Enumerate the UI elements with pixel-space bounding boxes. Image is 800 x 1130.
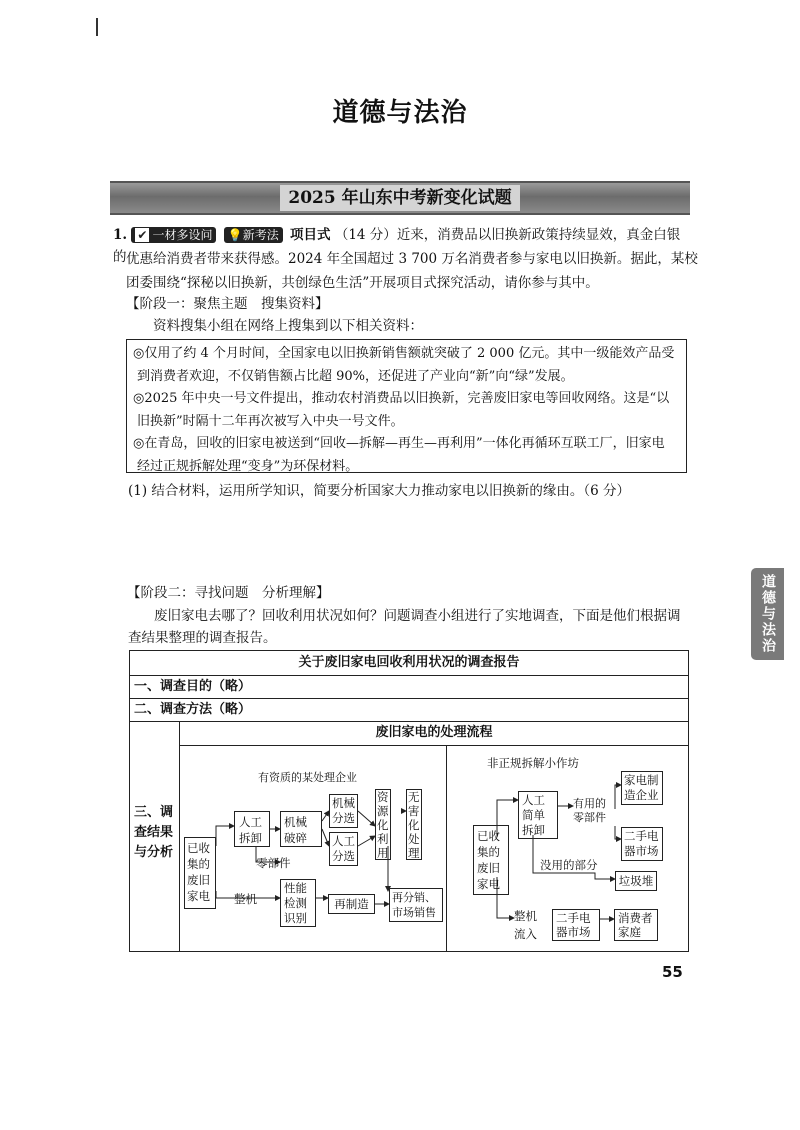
- node-harmless-treatment: 无害化处理: [406, 789, 422, 860]
- report-row-purpose: 一、调查目的（略）: [130, 675, 688, 699]
- tag-multi-question: ✔ 一材多设问: [131, 227, 216, 243]
- question-points: （14 分）: [334, 227, 397, 243]
- tag-new-method: 💡新考法: [224, 227, 283, 243]
- side-tab: 道德与法治: [751, 568, 784, 660]
- label-useful-parts: 有用的零部件: [573, 797, 606, 824]
- intro-line-1: 近来，消费品以旧换新政策持续显效，真金白银的: [113, 227, 681, 265]
- label-parts: 零部件: [256, 856, 291, 870]
- material-line: ◎2025 年中央一号文件提出，推动农村消费品以旧换新，完善废旧家电等回收网络。这是“以: [133, 391, 670, 406]
- process-title: 废旧家电的处理流程: [180, 721, 688, 746]
- material-box: [126, 339, 687, 473]
- bulb-icon: 💡: [227, 228, 243, 242]
- question-number: 1.: [113, 227, 128, 243]
- right-process-title: 非正规拆解小作坊: [487, 756, 579, 770]
- check-icon: ✔: [137, 228, 148, 242]
- intro-line-3: 团委围绕“探秘以旧换新，共创绿色生活”开展项目式探究活动，请你参与其中。: [126, 275, 599, 291]
- node-garbage-heap: 垃圾堆: [615, 871, 657, 891]
- report-row-result-label: 三、调查结果与分析: [130, 721, 180, 952]
- stage2-line-1: 废旧家电去哪了？回收利用状况如何？问题调查小组进行了实地调查，下面是他们根据调: [154, 608, 681, 624]
- node-performance-testing: 性能检测识别: [280, 879, 316, 927]
- sub-question-1: (1) 结合材料，运用所学知识，简要分析国家大力推动家电以旧换新的缘由。（6 分）: [128, 483, 631, 499]
- left-process-title: 有资质的某处理企业: [258, 771, 357, 784]
- section-banner: [110, 181, 690, 215]
- node-resale: 再分销、市场销售: [389, 888, 443, 922]
- label-whole-machine: 整机: [234, 892, 257, 906]
- node-second-hand-market: 二手电器市场: [621, 827, 663, 861]
- material-line: 经过正规拆解处理“变身”为环保材料。: [137, 458, 359, 474]
- stage2-line-2: 查结果整理的调查报告。: [128, 630, 277, 646]
- report-row-method: 二、调查方法（略）: [130, 698, 688, 722]
- stage1-title: 【阶段一：聚焦主题 搜集资料】: [126, 296, 329, 312]
- report-table: [129, 650, 689, 952]
- material-line: 旧换新”时隔十二年再次被写入中央一号文件。: [137, 413, 404, 429]
- node-manual-disassembly: 人工拆卸: [234, 811, 270, 847]
- node-mechanical-crushing: 机械破碎: [280, 811, 322, 847]
- intro-line-2: 优惠给消费者带来获得感。2024 年全国超过 3 700 万名消费者参与家电以旧换新。据此，某校: [126, 251, 698, 267]
- stage2-title: 【阶段二：寻找问题 分析理解】: [127, 585, 330, 601]
- node-simple-disassembly: 人工简单拆卸: [518, 791, 558, 839]
- node-resource-utilization: 资源化利用: [375, 789, 391, 860]
- page-title: 道德与法治: [332, 98, 468, 128]
- node-second-hand-market-2: 二手电器市场: [552, 909, 600, 941]
- node-consumer-household: 消费者家庭: [614, 909, 658, 941]
- node-machine-sorting: 机械分选: [329, 794, 358, 828]
- margin-mark: [96, 18, 98, 36]
- stage1-text: 资料搜集小组在网络上搜集到以下相关资料：: [153, 318, 423, 334]
- node-collected-appliances: 已收集的废旧家电: [184, 837, 216, 909]
- material-line: ◎在青岛，回收的旧家电被送到“回收—拆解—再生—再利用”一体化再循环互联工厂，旧家电: [133, 436, 665, 451]
- node-remanufacture: 再制造: [328, 894, 375, 914]
- material-line: 到消费者欢迎，不仅销售额占比超 90%，还促进了产业向“新”向“绿”发展。: [137, 368, 574, 384]
- question-type: 项目式: [290, 227, 331, 243]
- report-title: 关于废旧家电回收利用状况的调查报告: [130, 651, 688, 676]
- node-collected-appliances-informal: 已收集的废旧家电: [473, 825, 509, 895]
- section-title: 2025 年山东中考新变化试题: [280, 185, 520, 211]
- material-line: ◎仅用了约 4 个月时间，全国家电以旧换新销售额就突破了 2 000 亿元。其中一级能效产品受: [133, 346, 675, 361]
- node-manual-sorting: 人工分选: [329, 832, 358, 866]
- label-useless-parts: 没用的部分: [540, 858, 598, 872]
- node-appliance-manufacturer: 家电制造企业: [621, 771, 663, 805]
- page-number: 55: [662, 963, 683, 981]
- label-whole-machine-inflow: 整机流入: [514, 909, 537, 941]
